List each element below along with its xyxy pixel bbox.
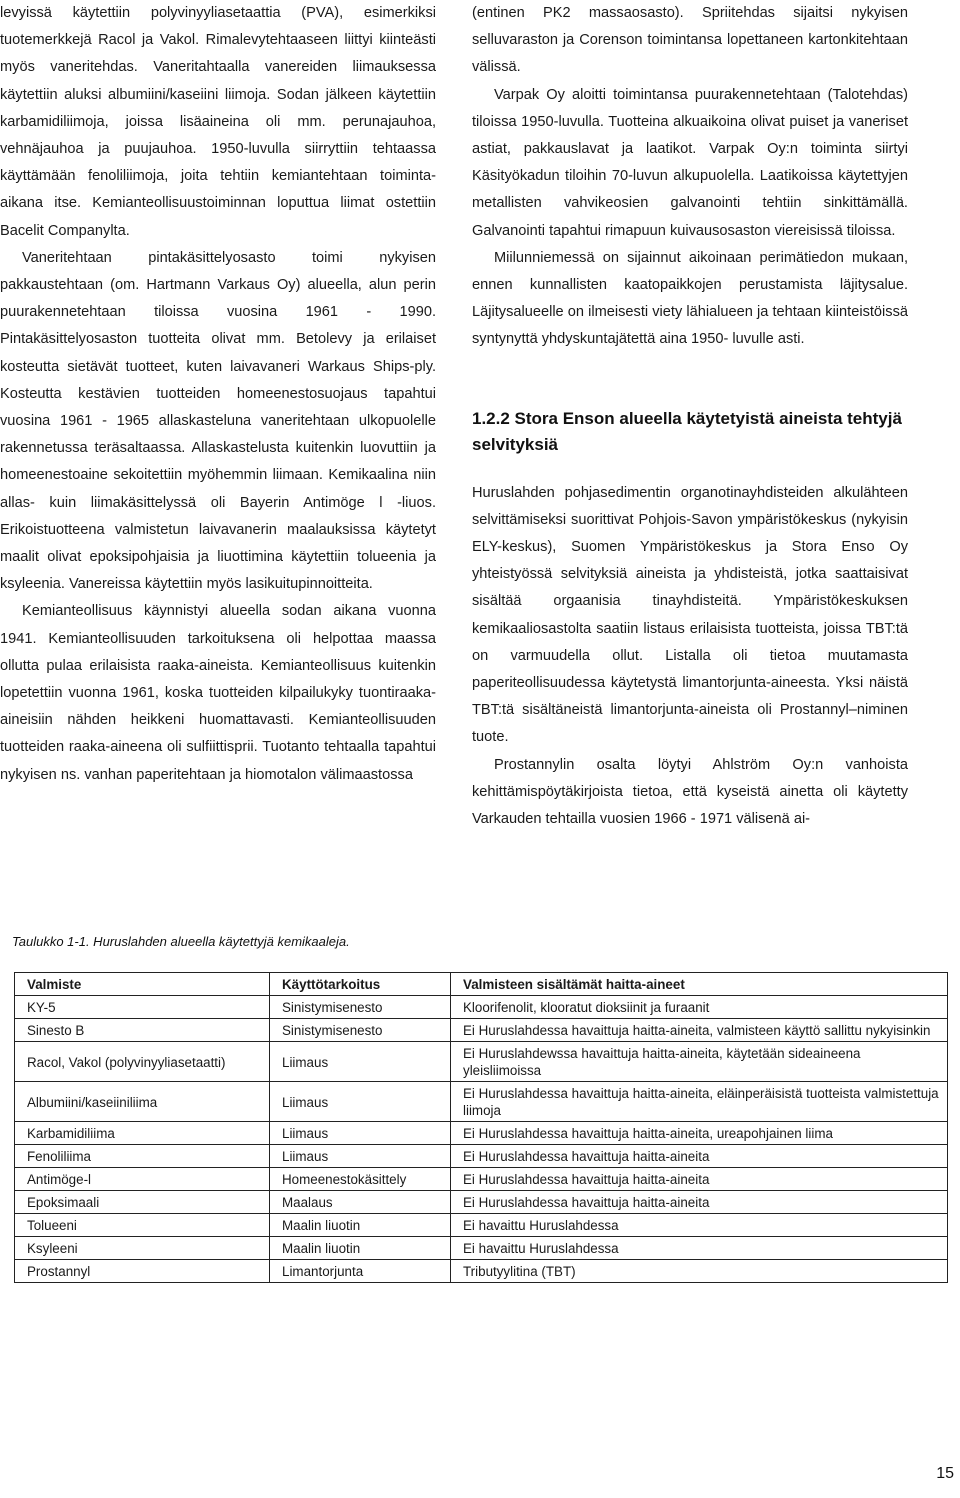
table-cell: Sinistymisenesto [270,1019,451,1042]
table-cell: Ei Huruslahdessa havaittuja haitta-aineita [451,1191,948,1214]
table-row [15,1260,948,1283]
table-cell: Maalin liuotin [270,1237,451,1260]
paragraph: Kemianteollisuus käynnistyi alueella sodan aikana vuonna 1941. Kemianteollisuuden tarkoituksena oli helpottaa maassa ollutta pulaa erilaisista raaka-aineista. Kemianteollisuus kuitenkin lopetettiin vuonna 1961, koska tuotteiden kilpailukyky tuontiraaka-aineisiin nähden heikkeni huomattavasti. Kemianteollisuuden tuotteiden raaka-aineena oli sulfiittisprii. Tuotanto tehtaalla tapahtui nykyisen ns. vanhan paperitehtaan ja hiomotalon välimaastossa [0,603,436,783]
table-row [15,1168,948,1191]
left-text-column [0,0,436,789]
table-cell: Ei Huruslahdewssa havaittuja haitta-aineita, käytetään sideaineena yleisliimoissa [451,1042,948,1082]
table-cell: Kloorifenolit, klooratut dioksiinit ja furaanit [451,996,948,1019]
table-cell: Liimaus [270,1082,451,1122]
table-cell: Liimaus [270,1122,451,1145]
table-caption: Taulukko 1-1. Huruslahden alueella käytettyjä kemikaaleja. [12,934,350,949]
chemicals-table [14,972,948,1283]
table-cell: Prostannyl [15,1260,270,1283]
paragraph: Varpak Oy aloitti toimintansa puurakennetehtaan (Talotehdas) tiloissa 1950-luvulla. Tuotteina alkuaikoina olivat puiset ja vaneriset astiat, pakkauslavat ja laatikot. Varpak Oy:n toiminta siirtyi Käsityökadun tiloihin 70-luvun alkupuolella. Laatikoissa käytettyjen metallisten vahvikeosien galvanointi tehtiin sinkittämällä. Galvanointi tapahtui rimapuun kuivausosaston viereisissä tiloissa. [472,86,908,239]
header-haitta-aineet: Valmisteen sisältämät haitta-aineet [451,973,948,996]
table-cell: Sinistymisenesto [270,996,451,1019]
table-row [15,1237,948,1260]
table-cell: Albumiini/kaseiiniliima [15,1082,270,1122]
table-cell: Ksyleeni [15,1237,270,1260]
table-cell: KY-5 [15,996,270,1019]
table-cell: Liimaus [270,1145,451,1168]
paragraph: (entinen PK2 massaosasto). Spriitehdas sijaitsi nykyisen selluvaraston ja Corenson toimintansa lopettaneen kartonkitehtaan välissä. [472,5,908,76]
table-row [15,1214,948,1237]
right-column-bottom-text [472,480,908,834]
table-cell: Liimaus [270,1042,451,1082]
table-cell: Ei Huruslahdessa havaittuja haitta-aineita, ureapohjainen liima [451,1122,948,1145]
table-cell: Tolueeni [15,1214,270,1237]
table-row [15,1122,948,1145]
page-number: 15 [936,1465,954,1482]
table-cell: Ei Huruslahdessa havaittuja haitta-aineita, eläinperäisistä tuotteista valmistettuja liimoja [451,1082,948,1122]
paragraph: levyissä käytettiin polyvinyyliasetaattia (PVA), esimerkiksi tuotemerkkejä Racol ja Vakol. Rimalevytehtaaseen liittyi kiinteästi myös vaneritehdas. Vaneritahtaalla vanereiden liimauksessa käytettiin aluksi albumiini/kaseiini liimoja. Sodan jälkeen käytettiin karbamidiliimoja, joissa lisäaineina oli mm. perunajauhoa, vehnäjauhoa ja puujauhoa. 1950-luvulla siirryttiin tehtaassa käyttämään fenoliliimoja, joita tehtiin kemiantehtaan toiminta-aikana itse. Kemianteollisuustoiminnan loputtua liimat ostettiin Bacelit Companylta. [0,5,436,239]
table-cell: Ei havaittu Huruslahdessa [451,1237,948,1260]
table-cell: Racol, Vakol (polyvinyyliasetaatti) [15,1042,270,1082]
paragraph: Vaneritehtaan pintakäsittelyosasto toimi nykyisen pakkaustehtaan (om. Hartmann Varkaus Oy) alueella, alun perin puurakennetehtaan tiloissa vuosina 1961 - 1990. Pintakäsittelyosaston tuotteita olivat mm. Betolevy ja erilaiset kosteutta sietävät tuotteet, kuten laivavaneri Warkaus Ships-ply. Kosteutta kestävien tuotteiden homeenestosuojaus tapahtui vuosina 1961 - 1965 allaskasteluna vaneritehtaan ulkopuolelle rakennetussa teräsaltaassa. Allaskastelusta kuitenkin luovuttiin ja homeenestoaine sekoitettiin myöhemmin liimaan. Kemikaalina niin allas- kuin liimakäsittelyssä oli Bayerin Antimöge l -liuos. Erikoistuotteena valmistetun laivavanerin maalauksissa käytetyt maalit olivat epoksipohjaisia ja liuottimina käytettiin tolueenia ja ksyleenia. Vanereissa käytettiin myös lasikuitupinnoitteita. [0,249,436,593]
table-row [15,996,948,1019]
table-cell: Epoksimaali [15,1191,270,1214]
header-valmiste: Valmiste [15,973,270,996]
right-column-top-text [472,0,908,354]
table-cell: Tributyylitina (TBT) [451,1260,948,1283]
right-text-column [472,0,908,833]
table-cell: Fenoliliima [15,1145,270,1168]
table-cell: Limantorjunta [270,1260,451,1283]
table-row [15,1042,948,1082]
table-cell: Ei havaittu Huruslahdessa [451,1214,948,1237]
table-cell: Maalin liuotin [270,1214,451,1237]
table-row [15,1082,948,1122]
table-cell: Maalaus [270,1191,451,1214]
table-header-row [15,973,948,996]
paragraph: Huruslahden pohjasedimentin organotinayhdisteiden alkulähteen selvittämiseksi suorittivat Pohjois-Savon ympäristökeskus (nykyisin ELY-keskus), Suomen Ympäristökeskus ja Stora Enso Oy yhteistyössä selvityksiä aineista ja yhdisteistä, jotka saattaisivat sisältää orgaanisia tinayhdisteitä. Ympäristökeskuksen kemikaaliosastolta saatiin listaus erilaisista tuotteista, joissa TBT:tä on varmuudella ollut. Listalla oli tietoa muutamasta paperiteollisuudessa käytetystä limantorjunta-aineesta. Yksi näistä TBT:tä sisältäneistä limantorjunta-aineista oli Prostannyl–niminen tuote. [472,484,908,746]
table-cell: Ei Huruslahdessa havaittuja haitta-aineita [451,1168,948,1191]
table-cell: Ei Huruslahdessa havaittuja haitta-aineita [451,1145,948,1168]
paragraph: Miilunniemessä on sijainnut aikoinaan perimätiedon mukaan, ennen kunnallisten kaatopaikkojen perustamista läjitysalue. Läjitysalueelle on ilmeisesti viety lähialueen ja tehtaan kiinteistöissä syntynyttä yhdyskuntajätettä aina 1950- luvulle asti. [472,249,908,348]
header-kayttotarkoitus: Käyttötarkoitus [270,973,451,996]
table-cell: Ei Huruslahdessa havaittuja haitta-aineita, valmisteen käyttö sallittu nykyisinkin [451,1019,948,1042]
table-body [15,996,948,1283]
paragraph: Prostannylin osalta löytyi Ahlström Oy:n vanhoista kehittämispöytäkirjoista tietoa, että kyseistä ainetta oli käytetty Varkauden tehtailla vuosien 1966 - 1971 välisenä ai- [472,756,908,828]
table-cell: Antimöge-l [15,1168,270,1191]
table-cell: Homeenestokäsittely [270,1168,451,1191]
table-row [15,1019,948,1042]
table-cell: Karbamidiliima [15,1122,270,1145]
table-cell: Sinesto B [15,1019,270,1042]
section-heading: 1.2.2 Stora Enson alueella käytetyistä aineista tehtyjä selvityksiä [472,408,902,454]
table-row [15,1191,948,1214]
table-row [15,1145,948,1168]
